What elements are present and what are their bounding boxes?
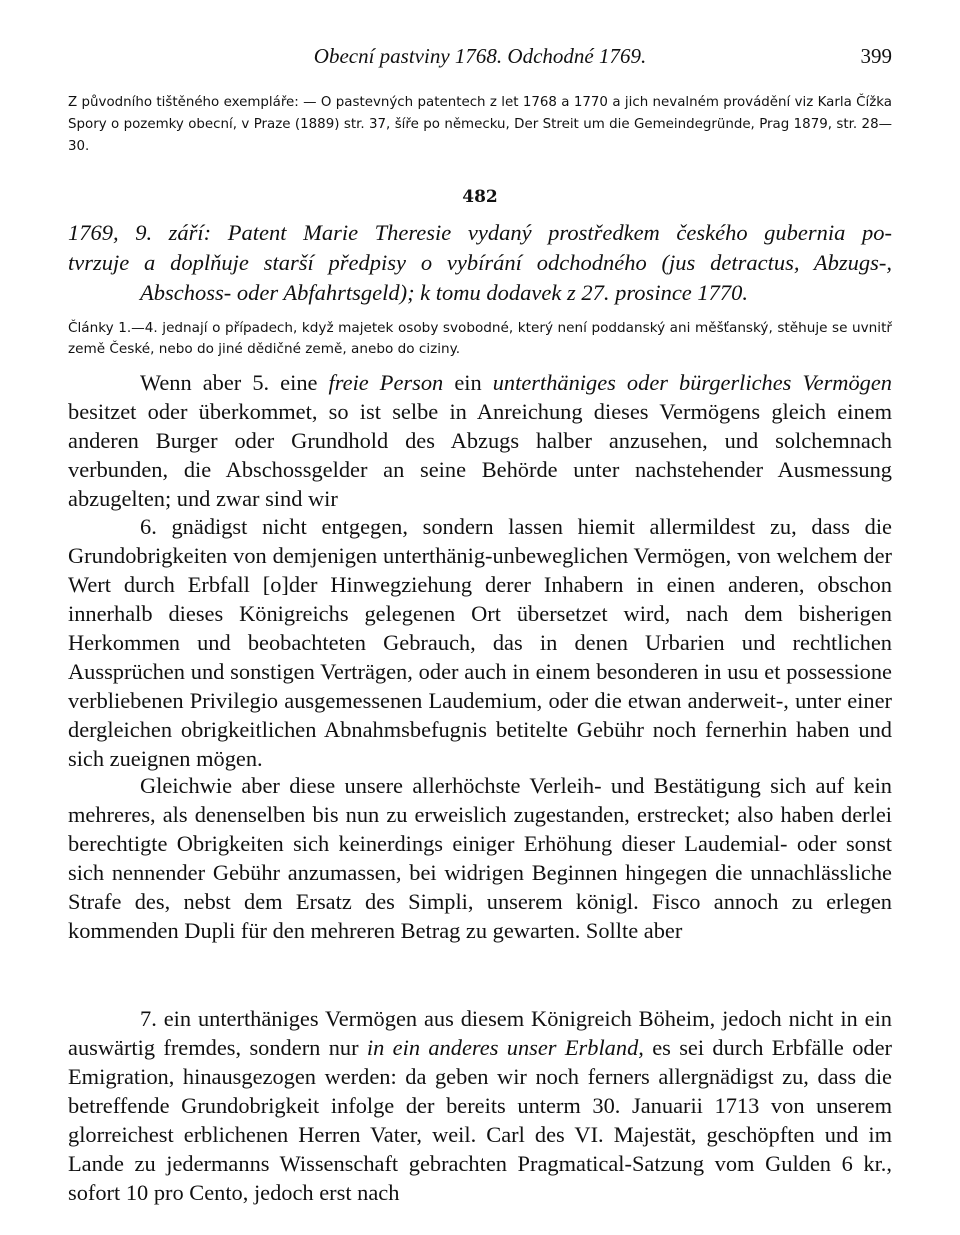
source-note: Z původního tištěného exempláře: — O pastevných patentech z let 1768 a 1770 a jich nevalném provádění viz Karla Čížka Spory o pozemky obecní, v Praze (1889) str. 37, šíře po německu, Der Streit um die Gemeindegründe, Prag 1879, str. 28—30. (68, 95, 892, 154)
document-heading (68, 218, 892, 308)
page-number: 399 (860, 44, 892, 68)
emphasis-subject-property: unterthäniges oder bürgerliches Vermögen (492, 370, 892, 395)
heading-line: Abschoss- oder Abfahrtsgeld); k tomu dodavek z 27. prosince 1770. (140, 280, 749, 305)
text-run: es sei durch Erbfälle oder Emigration, hinausgezogen werden: da geben wir noch ferners allergnädigst zu, dass die betreffende Grundobrigkeit infolge der bereits unterm 30. Januarii 1713 von unserem glorreichest erblichenen Herren Vater, weil. Carl des VI. Majestät, geschöpften und im Lande zu jedermanns Wissenschaft gebrachten Pragmatical-Satzung vom Gulden 6 kr., sofort 10 pro Cento, jedoch erst nach (68, 1035, 892, 1205)
paragraph-7 (68, 1004, 892, 1207)
paragraph-6 (68, 512, 892, 773)
heading-line: 1769, 9. září: Patent Marie Theresie vydaný prostředkem českého gubernia po- (68, 220, 892, 245)
paragraph-text: Gleichwie aber diese unsere allerhöchste Verleih- und Bestätigung sich auf kein mehreres, als denenselben bis nun zu erweislich zugestanden, erstrecket; also haben derlei berechtigte Obrigkeiten sich keinerdings einiger Erhöhung dieser Laudemial- oder sonst sich nennender Gebühr anzumassen, bei widrigen Beginnen hingegen die unnachlässliche Strafe des, nebst dem Ersatz des Simpli, unserem königl. Fisco annoch zu erlegen kommenden Dupli für den mehreren Betrag zu gewarten. Sollte aber (68, 773, 892, 943)
paragraph-continuation (68, 771, 892, 945)
heading-line: tvrzuje a doplňuje starší předpisy o vybírání odchodného (jus detractus, Abzugs-, (68, 250, 892, 275)
text-run: Wenn aber 5. eine (140, 370, 329, 395)
running-title: Obecní pastviny 1768. Odchodné 1769. (313, 44, 647, 68)
text-run: besitzet oder überkommet, so ist selbe in Anreichung dieses Vermögens gleich einem anderen Burger oder Grundhold des Abzugs halber anzusehen, und solchemnach verbunden, die Abschossgelder an seine Behörde unter nachstehender Ausmessung abzugelten; und zwar sind wir (68, 399, 892, 511)
articles-summary: Články 1.—4. jednají o případech, když majetek osoby svobodné, který není poddanský ani měšťanský, stěhuje se uvnitř země České, nebo do jiné dědičné země, anebo do ciziny. (68, 320, 892, 357)
document-number: 482 (462, 187, 498, 207)
paragraph-text: 6. gnädigst nicht entgegen, sondern lassen hiemit allermildest zu, dass die Grundobrigkeiten von demjenigen unterthänig-unbeweglichen Vermögen, von welchem der Wert durch Erbfall [o]der Hinwegziehung derer Inhabern in einen anderen, obschon innerhalb dieses Königreichs gelegenen Ort übersetzet wird, nach dem bisherigen Herkommen und beobachteten Gebrauch, das in denen Urbarien und rechtlichen Aussprüchen und sonstigen Verträgen, oder auch in einem besonderen in usu et possessione verbliebenen Privilegio ausgemessenen Laudemium, oder die etwan anderweit-, unter einer dergleichen obrigkeitlichen Abnahmsbefugnis betitelte Gebühr noch fernerhin haben und sich zueignen mögen. (68, 514, 892, 771)
text-run: ein (443, 370, 493, 395)
paragraph-5 (68, 368, 892, 513)
page-header (68, 44, 892, 74)
emphasis-hereditary-land: in ein anderes unser Erbland, (366, 1035, 644, 1060)
emphasis-free-person: freie Person (328, 370, 444, 395)
text-run: 7. ein unterthäniges Vermögen aus diesem Königreich Böheim, jedoch nicht in ein auswärtig fremdes, sondern nur (68, 1006, 892, 1060)
